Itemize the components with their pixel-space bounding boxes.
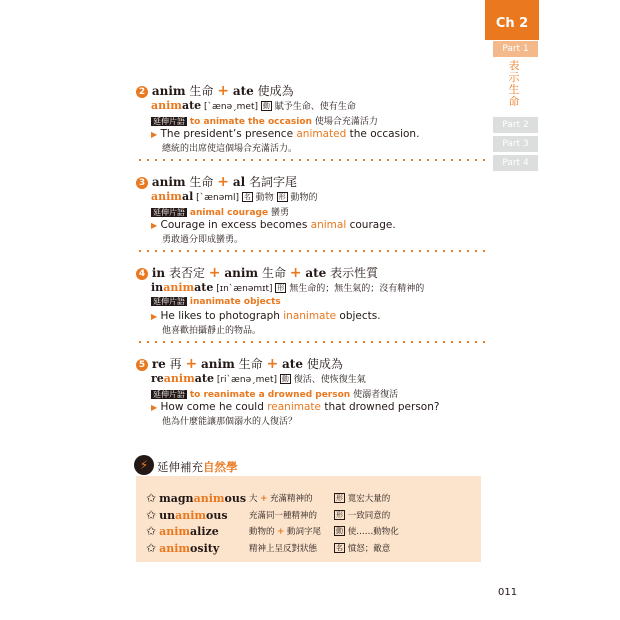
star-icon: ✩ (146, 524, 157, 538)
supplement-breakdown: 動物的 + 動詞字尾 (249, 527, 322, 537)
example-translation: 勇敢過分即成蠻勇。 (162, 235, 244, 245)
morpheme-meaning: 表示性質 (330, 266, 379, 280)
morpheme: al (232, 175, 246, 189)
star-icon: ✩ (146, 491, 157, 505)
section-divider (136, 341, 486, 343)
definition: 動物的 (290, 193, 318, 203)
morpheme: ate (232, 84, 254, 98)
word-entry (151, 99, 356, 112)
page-number: 011 (498, 587, 518, 598)
supplement-word: ✩ animosity (146, 541, 220, 555)
lightbulb-icon: ⚡ (134, 455, 154, 475)
supplement-word: ✩ unanimous (146, 508, 228, 522)
phrase-chinese: 使場合充滿活力 (314, 117, 378, 127)
section-heading (136, 173, 297, 190)
section-number: 3 (136, 177, 148, 189)
headword: inanimate (151, 281, 214, 294)
plus-sign: + (217, 83, 229, 99)
pos-badge: 形 (336, 494, 343, 502)
example-sentence: ▶ The president’s presence animated the occasion. (151, 128, 420, 140)
plus-sign: + (289, 265, 302, 281)
pos-badge: 形 (277, 284, 285, 292)
morpheme-meaning: 名詞字尾 (249, 175, 298, 189)
pos-badge: 動 (262, 102, 270, 110)
pos-badge: 形 (336, 511, 343, 519)
word-entry (151, 372, 366, 385)
phrase-tag: 延伸片語 (153, 297, 185, 306)
morpheme-meaning: 使成為 (257, 84, 294, 98)
supplement-word: ✩ animalize (146, 524, 219, 538)
definition: 無生命的；無生氣的；沒有精神的 (289, 284, 425, 294)
phrase-line (151, 296, 281, 307)
phrase-tag: 延伸片語 (153, 390, 185, 399)
morpheme: in (151, 266, 166, 280)
section-heading (136, 355, 343, 372)
section-heading (136, 82, 294, 99)
morpheme-meaning: 生命 (189, 175, 214, 189)
plus-sign: + (208, 265, 221, 281)
phrase-chinese: 使溺者復活 (353, 390, 399, 400)
phrase-chinese: 蠻勇 (270, 208, 289, 218)
phrase-english: to reanimate a drowned person (189, 390, 351, 400)
example-sentence: ▶ Courage in excess becomes animal courage. (151, 219, 396, 231)
phonetic: [ˋænəˏmet] (204, 102, 258, 112)
highlighted-word: animal (310, 219, 347, 231)
supplement-title: 延伸補充自然學 (157, 460, 238, 474)
definition: 賦予生命、使有生命 (274, 102, 356, 112)
pos-badge: 動 (336, 527, 343, 535)
phonetic: [riˋænəˏmet] (216, 375, 277, 385)
supplement-definition: 動 使……動物化 (336, 527, 399, 537)
supplement-definition: 形 寬宏大量的 (336, 494, 391, 504)
triangle-bullet-icon: ▶ (151, 403, 158, 412)
morpheme-meaning: 再 (169, 357, 182, 371)
morpheme: re (151, 357, 166, 371)
pos-badge: 形 (278, 193, 286, 201)
section-number: 2 (136, 86, 148, 98)
part-tab-4[interactable]: Part 4 (493, 155, 538, 171)
morpheme-meaning: 生命 (189, 84, 214, 98)
section-divider (136, 159, 486, 161)
part-tab-active[interactable]: Part 1 (493, 41, 538, 57)
phrase-english: to animate the occasion (189, 117, 312, 127)
highlighted-word: reanimate (267, 401, 321, 413)
example-sentence: ▶ How come he could reanimate that drowned person? (151, 401, 440, 413)
phrase-line (151, 114, 378, 127)
example-translation: 他喜歡拍攝靜止的物品。 (162, 326, 262, 336)
morpheme: ate (282, 357, 303, 371)
highlighted-word: animated (296, 128, 347, 140)
phonetic: [ɪnˋænəmɪt] (216, 284, 273, 294)
pos-badge: 名 (336, 544, 343, 552)
supplement-breakdown: 精神上呈反對狀態 (249, 544, 318, 554)
triangle-bullet-icon: ▶ (151, 221, 158, 230)
triangle-bullet-icon: ▶ (151, 130, 158, 139)
supplement-breakdown: 充滿同一種精神的 (249, 511, 318, 521)
morpheme: anim (151, 175, 186, 189)
word-entry (151, 190, 318, 203)
morpheme-meaning: 生命 (261, 266, 286, 280)
part-title-vertical: 表示生命 (508, 59, 520, 108)
supplement-breakdown: 大 + 充滿精神的 (249, 494, 313, 504)
part-tab-2[interactable]: Part 2 (493, 117, 538, 133)
plus-sign: + (266, 356, 279, 372)
section-divider (136, 250, 486, 252)
section-number: 4 (136, 268, 148, 280)
morpheme-meaning: 表否定 (168, 266, 205, 280)
morpheme: anim (201, 357, 235, 371)
supplement-definition: 名 憤怒；敵意 (336, 544, 391, 554)
headword: animal (151, 190, 194, 203)
phrase-tag: 延伸片語 (153, 117, 185, 126)
chapter-tab[interactable]: Ch 2 (485, 0, 539, 40)
section-number: 5 (136, 359, 148, 371)
pos-badge: 名 (243, 193, 251, 201)
example-sentence: ▶ He likes to photograph inanimate objects. (151, 310, 381, 322)
definition: 動物 (255, 193, 274, 203)
morpheme: anim (151, 84, 186, 98)
phrase-line (151, 205, 289, 218)
star-icon: ✩ (146, 508, 157, 522)
morpheme: anim (224, 266, 259, 280)
morpheme-meaning: 生命 (238, 357, 263, 371)
part-tab-3[interactable]: Part 3 (493, 136, 538, 152)
supplement-word: ✩ magnanimous (146, 491, 247, 505)
phonetic: [ˋænəml] (196, 193, 240, 203)
phrase-english: inanimate objects (189, 297, 281, 307)
section-heading (136, 264, 378, 281)
phrase-line (151, 387, 398, 400)
triangle-bullet-icon: ▶ (151, 312, 158, 321)
headword: animate (151, 99, 202, 112)
phrase-tag: 延伸片語 (153, 208, 185, 217)
example-translation: 總統的出席使這個場合充滿活力。 (162, 144, 298, 154)
word-entry (151, 281, 424, 294)
phrase-english: animal courage (189, 208, 269, 218)
supplement-definition: 形 一致同意的 (336, 511, 391, 521)
plus-sign: + (217, 174, 229, 190)
headword: reanimate (151, 372, 214, 385)
example-translation: 他為什麼能讓那個溺水的人復活？ (162, 417, 298, 427)
star-icon: ✩ (146, 541, 157, 555)
morpheme: ate (305, 266, 327, 280)
pos-badge: 動 (281, 375, 289, 383)
morpheme-meaning: 使成為 (306, 357, 343, 371)
plus-sign: + (185, 356, 198, 372)
definition: 復活、使恢復生氣 (293, 375, 366, 385)
highlighted-word: inanimate (283, 310, 337, 322)
